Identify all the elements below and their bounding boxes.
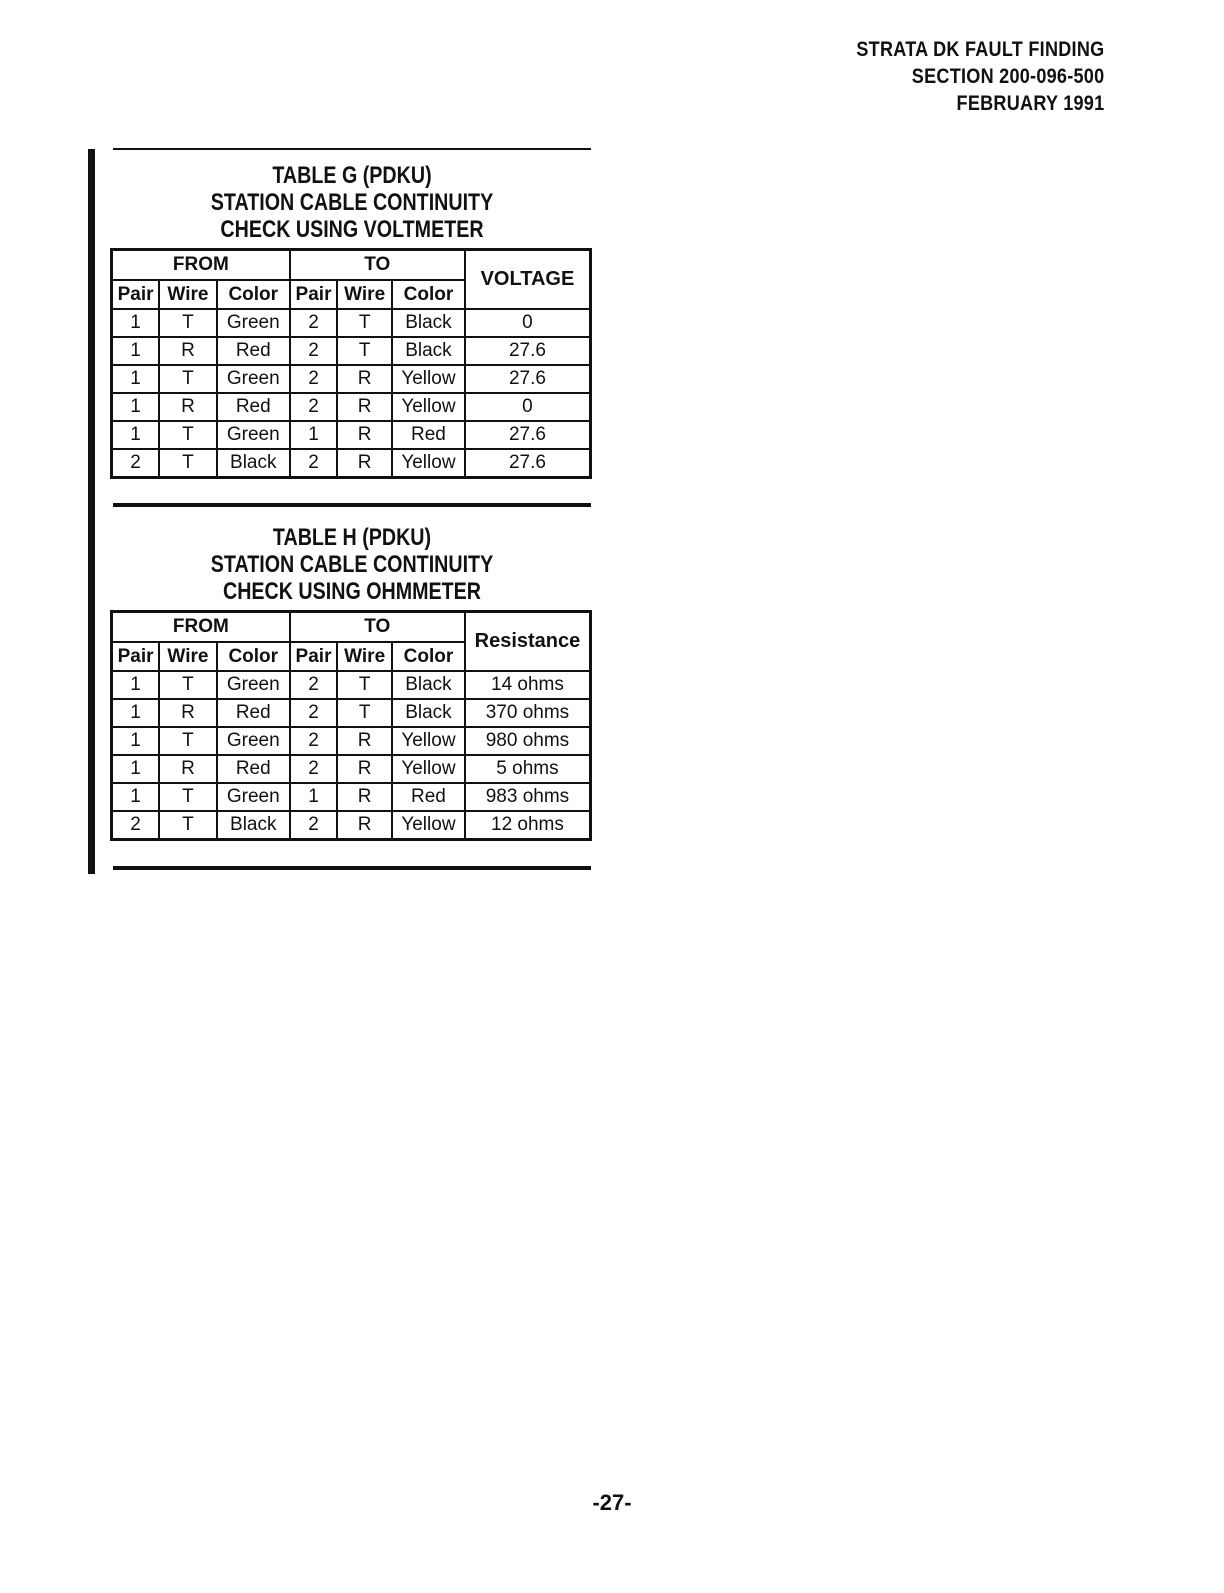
table-cell: 2: [290, 811, 338, 840]
table-cell: Green: [217, 309, 290, 337]
table-cell: R: [159, 393, 217, 421]
voltage-header: VOLTAGE: [465, 250, 591, 310]
table-cell: 2: [290, 699, 338, 727]
table-cell: 1: [112, 309, 160, 337]
from-group-header: FROM: [112, 250, 290, 281]
table-cell: Yellow: [392, 727, 465, 755]
table-g-title-line: CHECK USING VOLTMETER: [220, 216, 484, 243]
table-cell: Green: [217, 421, 290, 449]
table-cell: 1: [112, 727, 160, 755]
value-cell: 14 ohms: [465, 671, 591, 699]
table-h-body: [112, 671, 591, 840]
column-header: Wire: [337, 280, 392, 309]
to-group-header: TO: [290, 612, 465, 643]
column-header: Pair: [112, 642, 160, 671]
table-cell: Yellow: [392, 811, 465, 840]
page-header: [856, 36, 1104, 117]
table-cell: Black: [392, 671, 465, 699]
value-cell: 12 ohms: [465, 811, 591, 840]
table-cell: R: [159, 755, 217, 783]
table-cell: T: [337, 699, 392, 727]
value-cell: 983 ohms: [465, 783, 591, 811]
column-header: Wire: [159, 642, 217, 671]
table-cell: 1: [290, 421, 338, 449]
column-header: Color: [392, 280, 465, 309]
table-cell: Red: [217, 699, 290, 727]
table-cell: T: [159, 449, 217, 478]
table-cell: Green: [217, 727, 290, 755]
table-row: [112, 755, 591, 783]
table-cell: R: [337, 421, 392, 449]
table-cell: 2: [290, 671, 338, 699]
table-cell: R: [337, 393, 392, 421]
column-header: Color: [217, 280, 290, 309]
table-cell: 2: [290, 727, 338, 755]
table-cell: 2: [112, 449, 160, 478]
table-cell: T: [159, 783, 217, 811]
column-header: Pair: [290, 642, 338, 671]
table-cell: R: [159, 337, 217, 365]
table-cell: T: [159, 309, 217, 337]
value-cell: 27.6: [465, 365, 591, 393]
table-cell: 2: [290, 449, 338, 478]
value-cell: 980 ohms: [465, 727, 591, 755]
table-cell: Green: [217, 671, 290, 699]
table-cell: Black: [217, 811, 290, 840]
table-h-title-line: CHECK USING OHMMETER: [222, 578, 482, 605]
header-section: SECTION 200-096-500: [911, 65, 1104, 88]
table-cell: T: [337, 337, 392, 365]
table-row: [112, 365, 591, 393]
table-cell: R: [337, 811, 392, 840]
value-cell: 27.6: [465, 421, 591, 449]
table-g: [110, 248, 592, 479]
table-cell: 1: [112, 337, 160, 365]
table-cell: 1: [112, 671, 160, 699]
revision-change-bar: [88, 149, 95, 874]
table-cell: 2: [290, 309, 338, 337]
table-cell: R: [337, 365, 392, 393]
table-row: [112, 727, 591, 755]
table-row: [112, 309, 591, 337]
table-cell: 1: [112, 699, 160, 727]
table-cell: Green: [217, 783, 290, 811]
table-h-top-rule: [113, 503, 591, 507]
table-cell: R: [337, 783, 392, 811]
table-cell: 1: [112, 365, 160, 393]
table-cell: 2: [290, 337, 338, 365]
value-cell: 27.6: [465, 449, 591, 478]
table-g-title: [156, 162, 548, 243]
table-cell: Red: [217, 393, 290, 421]
to-group-header: TO: [290, 250, 465, 281]
table-cell: Red: [217, 755, 290, 783]
table-row: [112, 699, 591, 727]
table-row: [112, 337, 591, 365]
table-g-body: [112, 309, 591, 478]
table-cell: 2: [290, 755, 338, 783]
column-header: Pair: [112, 280, 160, 309]
table-g-title-line: TABLE G (PDKU): [272, 162, 432, 189]
table-h: [110, 610, 592, 841]
table-cell: R: [337, 727, 392, 755]
table-cell: 1: [290, 783, 338, 811]
table-cell: Yellow: [392, 393, 465, 421]
table-cell: R: [159, 699, 217, 727]
table-row: [112, 421, 591, 449]
table-row: [112, 393, 591, 421]
table-cell: T: [337, 671, 392, 699]
column-header: Pair: [290, 280, 338, 309]
table-cell: Black: [392, 699, 465, 727]
column-header: Color: [217, 642, 290, 671]
table-cell: T: [337, 309, 392, 337]
table-h-title-line: STATION CABLE CONTINUITY: [210, 551, 494, 578]
column-header: Wire: [337, 642, 392, 671]
table-cell: T: [159, 811, 217, 840]
table-row: [112, 811, 591, 840]
value-cell: 5 ohms: [465, 755, 591, 783]
table-cell: 1: [112, 393, 160, 421]
table-cell: 1: [112, 421, 160, 449]
table-cell: Yellow: [392, 449, 465, 478]
table-cell: Black: [392, 309, 465, 337]
table-cell: 2: [290, 365, 338, 393]
header-doc-title: STRATA DK FAULT FINDING: [855, 38, 1104, 61]
table-row: [112, 449, 591, 478]
value-cell: 370 ohms: [465, 699, 591, 727]
header-date: FEBRUARY 1991: [956, 92, 1104, 115]
table-cell: T: [159, 365, 217, 393]
table-cell: Green: [217, 365, 290, 393]
table-cell: T: [159, 671, 217, 699]
table-h-title-line: TABLE H (PDKU): [272, 524, 432, 551]
table-g-title-line: STATION CABLE CONTINUITY: [210, 189, 494, 216]
table-cell: T: [159, 421, 217, 449]
resistance-header: Resistance: [465, 612, 591, 672]
value-cell: 27.6: [465, 337, 591, 365]
table-cell: 1: [112, 755, 160, 783]
table-cell: Yellow: [392, 755, 465, 783]
table-cell: Black: [217, 449, 290, 478]
table-h-title: [156, 524, 548, 605]
column-header: Color: [392, 642, 465, 671]
value-cell: 0: [465, 393, 591, 421]
table-cell: Red: [392, 783, 465, 811]
table-cell: T: [159, 727, 217, 755]
table-cell: 2: [290, 393, 338, 421]
table-row: [112, 783, 591, 811]
table-row: [112, 671, 591, 699]
table-cell: Yellow: [392, 365, 465, 393]
table-cell: 1: [112, 783, 160, 811]
from-group-header: FROM: [112, 612, 290, 643]
column-header: Wire: [159, 280, 217, 309]
table-cell: Red: [217, 337, 290, 365]
value-cell: 0: [465, 309, 591, 337]
table-cell: Black: [392, 337, 465, 365]
table-cell: R: [337, 449, 392, 478]
table-cell: Red: [392, 421, 465, 449]
table-h-bottom-rule: [113, 866, 591, 870]
page-number: -27-: [592, 1490, 632, 1515]
table-cell: R: [337, 755, 392, 783]
table-g-top-rule: [113, 148, 591, 150]
table-cell: 2: [112, 811, 160, 840]
